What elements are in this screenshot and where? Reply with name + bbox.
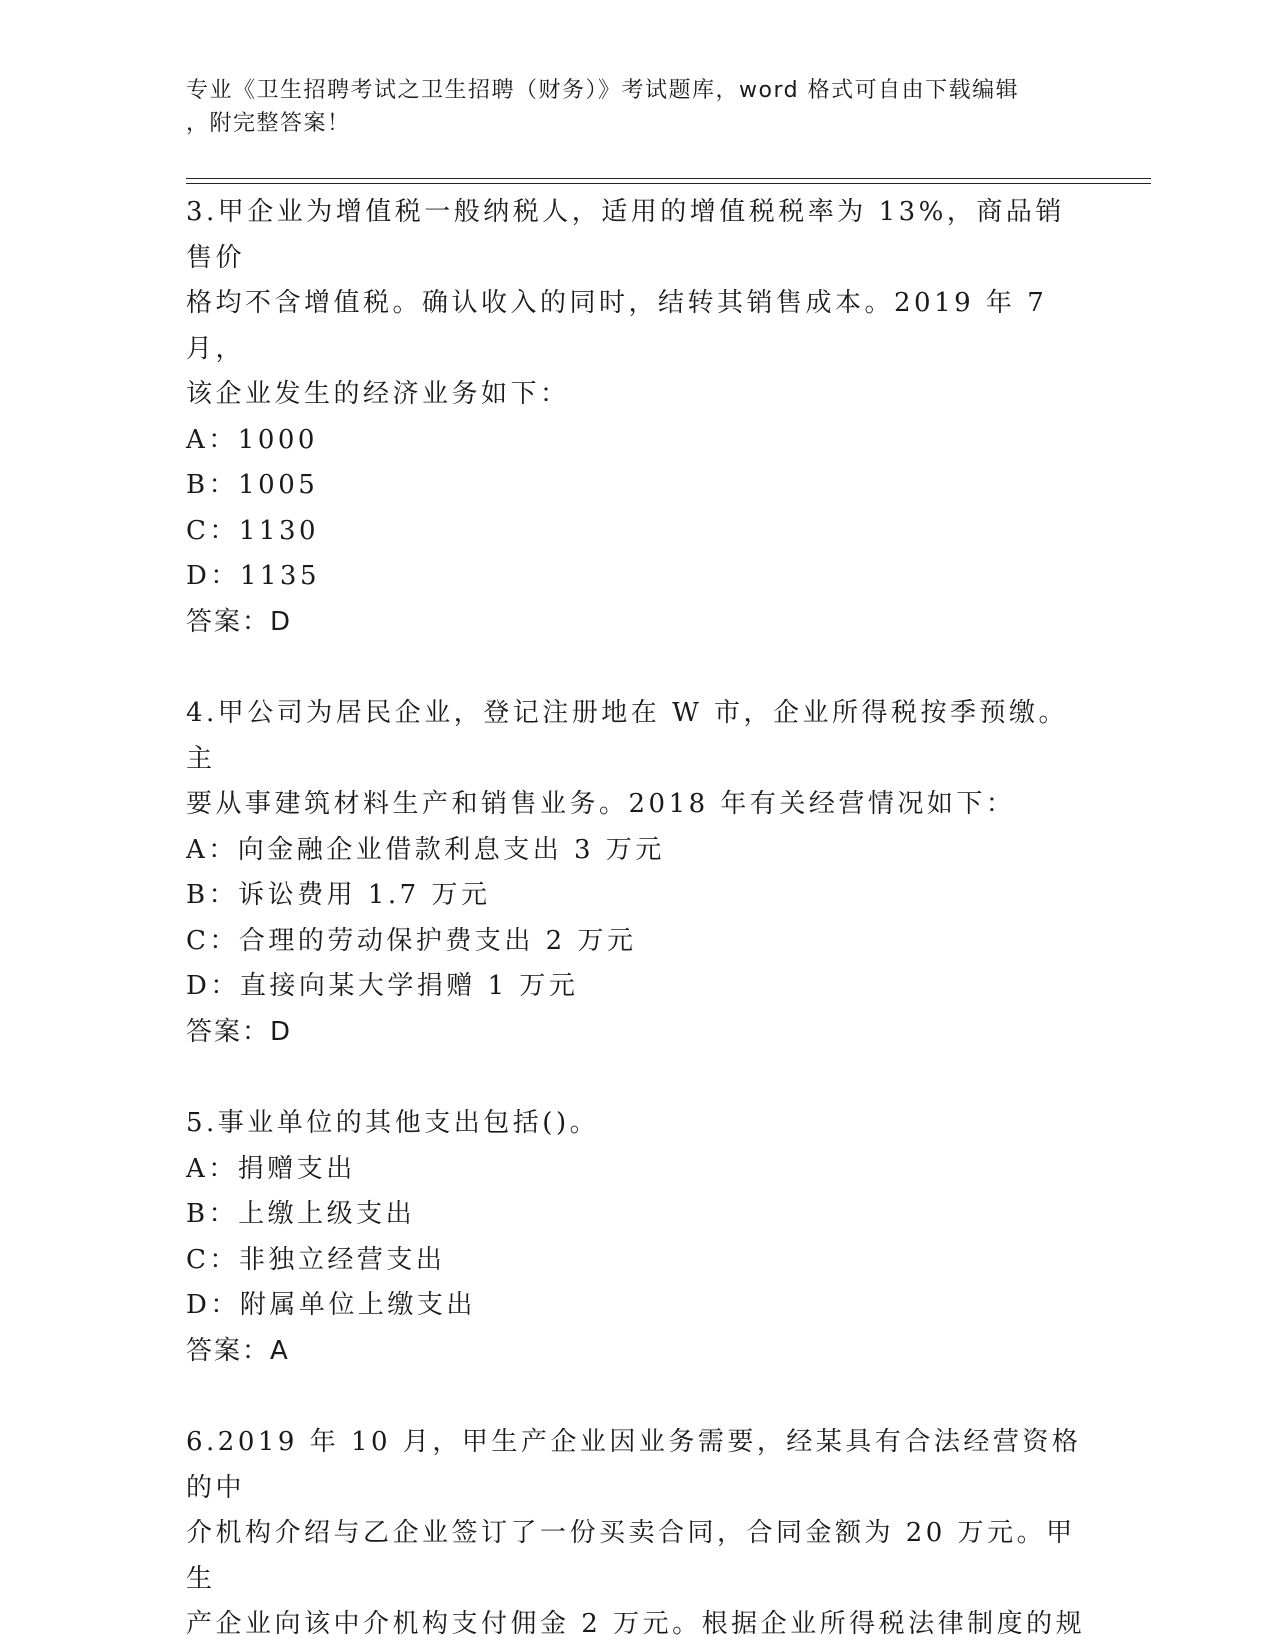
question-spacer <box>186 1374 1086 1420</box>
question-block <box>186 1420 1086 1648</box>
option-b: B：上缴上级支出 <box>186 1199 416 1229</box>
option-d: D：1135 <box>186 561 321 591</box>
option-d: D：直接向某大学捐赠 1 万元 <box>186 971 579 1001</box>
question-text-line: 3.甲企业为增值税一般纳税人，适用的增值税税率为 13%，商品销售价 <box>186 197 1065 273</box>
question-text-line: 产企业向该中介机构支付佣金 2 万元。根据企业所得税法律制度的规 <box>186 1609 1086 1639</box>
question-block <box>186 1101 1086 1374</box>
answer-line: 答案：A <box>186 1335 290 1366</box>
document-header <box>186 74 1086 140</box>
question-text-line: 5.事业单位的其他支出包括()。 <box>186 1108 600 1138</box>
option-b: B：1005 <box>186 470 319 500</box>
option-a: A：向金融企业借款利息支出 3 万元 <box>186 834 665 865</box>
header-rule-top <box>186 178 1151 179</box>
header-rule-bottom <box>186 183 1151 184</box>
question-text-line: 6.2019 年 10 月，甲生产企业因业务需要，经某具有合法经营资格的中 <box>186 1427 1082 1503</box>
question-text-line: 介机构介绍与乙企业签订了一份买卖合同，合同金额为 20 万元。甲生 <box>186 1518 1076 1594</box>
question-text-line: 该企业发生的经济业务如下： <box>186 379 570 409</box>
question-spacer <box>186 1055 1086 1101</box>
header-line-2: ，附完整答案！ <box>186 111 351 136</box>
option-c: C：合理的劳动保护费支出 2 万元 <box>186 925 637 956</box>
option-c: C：1130 <box>186 515 320 546</box>
option-a: A：1000 <box>186 424 318 455</box>
question-text-line: 4.甲公司为居民企业，登记注册地在 W 市，企业所得税按季预缴。主 <box>186 698 1069 774</box>
answer-line: 答案：D <box>186 606 293 637</box>
option-a: A：捐赠支出 <box>186 1153 356 1184</box>
question-spacer <box>186 645 1086 691</box>
question-list <box>186 190 1086 1648</box>
question-block <box>186 190 1086 645</box>
question-text-line: 格均不含增值税。确认收入的同时，结转其销售成本。2019 年 7 月， <box>186 288 1048 364</box>
header-line-1: 专业《卫生招聘考试之卫生招聘（财务）》考试题库，word 格式可自由下载编辑 <box>186 78 1020 103</box>
option-c: C：非独立经营支出 <box>186 1244 446 1275</box>
answer-line: 答案：D <box>186 1016 293 1047</box>
option-d: D：附属单位上缴支出 <box>186 1290 476 1320</box>
question-block <box>186 691 1086 1055</box>
question-text-line: 要从事建筑材料生产和销售业务。2018 年有关经营情况如下： <box>186 789 1016 819</box>
option-b: B：诉讼费用 1.7 万元 <box>186 880 491 910</box>
